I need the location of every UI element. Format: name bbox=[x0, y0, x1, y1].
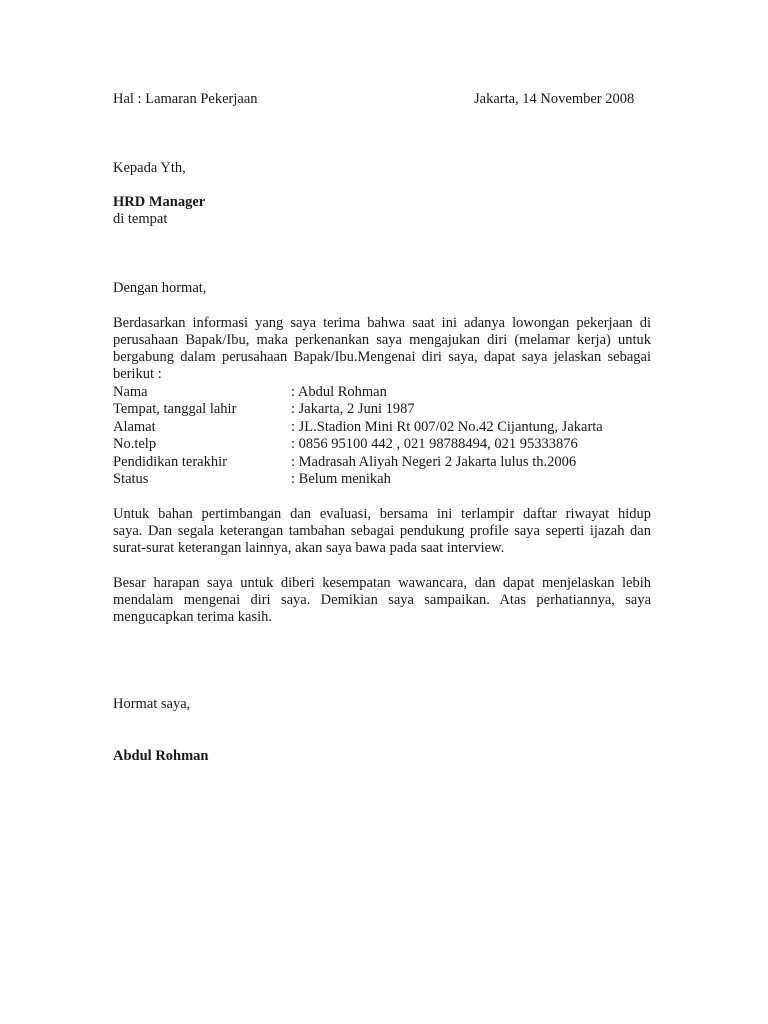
detail-label: Status bbox=[113, 471, 149, 487]
detail-value: : Jakarta, 2 Juni 1987 bbox=[291, 401, 415, 417]
paragraph-line: berikut : bbox=[113, 366, 162, 382]
detail-label: Alamat bbox=[113, 419, 156, 435]
detail-label: No.telp bbox=[113, 436, 157, 452]
detail-value: : Abdul Rohman bbox=[291, 384, 387, 400]
detail-label: Pendidikan terakhir bbox=[113, 454, 227, 470]
paragraph-line: Untuk bahan pertimbangan dan evaluasi, bersama ini terlampir daftar riwayat hidup bbox=[113, 506, 651, 522]
detail-value: : 0856 95100 442 , 021 98788494, 021 95333876 bbox=[291, 436, 578, 452]
closing: Hormat saya, bbox=[113, 696, 191, 712]
paragraph-line: saya. Dan segala keterangan tambahan sebagai pendukung profile saya seperti ijazah dan bbox=[113, 523, 651, 539]
paragraph-line: bergabung dalam perusahaan Bapak/Ibu.Mengenai diri saya, dapat saya jelaskan sebagai bbox=[113, 349, 651, 365]
subject-line: Hal : Lamaran Pekerjaan bbox=[113, 91, 258, 107]
signature-name: Abdul Rohman bbox=[113, 748, 209, 764]
paragraph-line: perusahaan Bapak/Ibu, maka perkenankan saya mengajukan diri (melamar kerja) untuk bbox=[113, 332, 651, 348]
paragraph-line: surat-surat keterangan lainnya, akan saya bawa pada saat interview. bbox=[113, 540, 505, 556]
recipient-title: HRD Manager bbox=[113, 194, 206, 210]
detail-label: Tempat, tanggal lahir bbox=[113, 401, 237, 417]
paragraph-line: Berdasarkan informasi yang saya terima bahwa saat ini adanya lowongan pekerjaan di bbox=[113, 315, 651, 331]
detail-value: : Belum menikah bbox=[291, 471, 391, 487]
paragraph-line: mendalam mengenai diri saya. Demikian saya sampaikan. Atas perhatiannya, saya bbox=[113, 592, 651, 608]
salutation: Dengan hormat, bbox=[113, 280, 207, 296]
recipient-greeting: Kepada Yth, bbox=[113, 160, 186, 176]
detail-value: : Madrasah Aliyah Negeri 2 Jakarta lulus th.2006 bbox=[291, 454, 577, 470]
paragraph-line: Besar harapan saya untuk diberi kesempatan wawancara, dan dapat menjelaskan lebih bbox=[113, 575, 651, 591]
recipient-location: di tempat bbox=[113, 211, 168, 227]
detail-value: : JL.Stadion Mini Rt 007/02 No.42 Cijantung, Jakarta bbox=[291, 419, 603, 435]
paragraph-line: mengucapkan terima kasih. bbox=[113, 609, 273, 625]
place-date: Jakarta, 14 November 2008 bbox=[474, 91, 635, 107]
detail-label: Nama bbox=[113, 384, 148, 400]
